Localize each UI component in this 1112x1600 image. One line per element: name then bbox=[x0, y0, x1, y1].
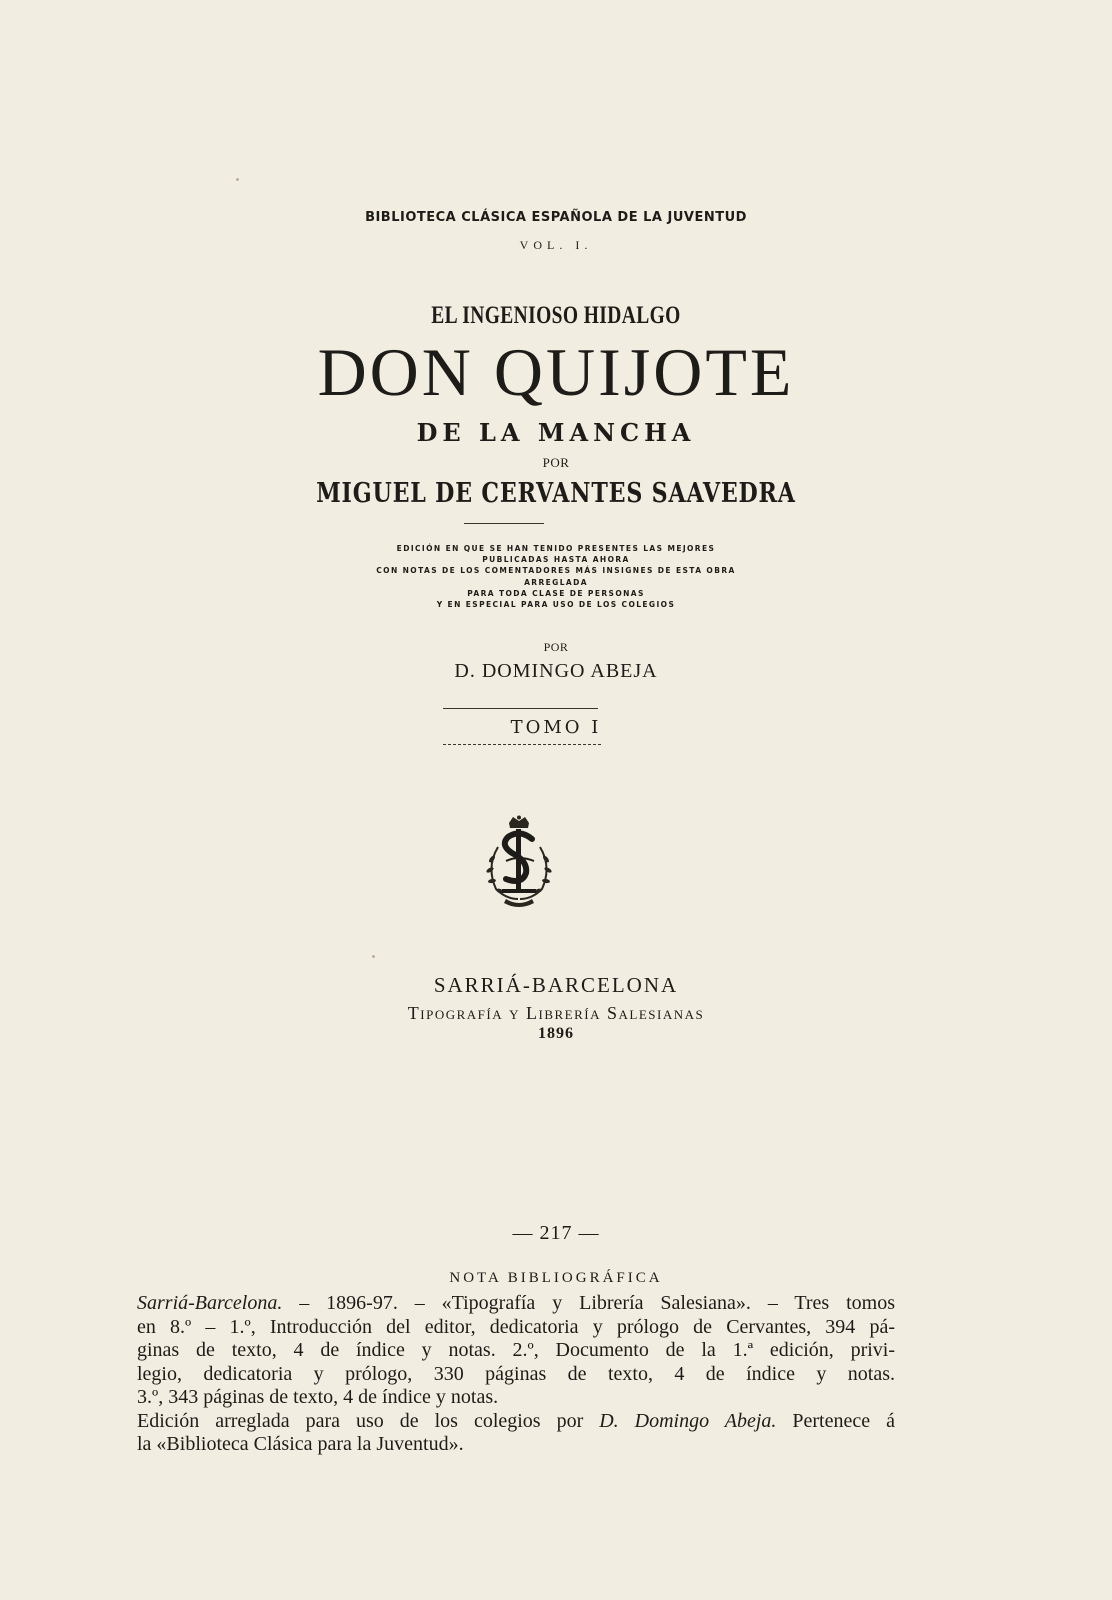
series-title: BIBLIOTECA CLÁSICA ESPAÑOLA DE LA JUVENTUD bbox=[365, 210, 747, 225]
divider-rule bbox=[464, 523, 544, 524]
imprint-year: 1896 bbox=[538, 1025, 574, 1042]
tomo-rule-top bbox=[443, 708, 598, 709]
pre-title: EL INGENIOSO HIDALGO bbox=[431, 302, 681, 329]
city-imprint: SARRIÁ-BARCELONA bbox=[433, 973, 679, 997]
author-name: MIGUEL DE CERVANTES SAAVEDRA bbox=[316, 478, 796, 509]
note-line: en 8.º – 1.º, Introducción del editor, dedicatoria y prólogo de Cervantes, 394 pá- bbox=[137, 1315, 895, 1338]
note-line: 3.º, 343 páginas de texto, 4 de índice y notas. bbox=[137, 1386, 499, 1408]
note-line: legio, dedicatoria y prólogo, 330 páginas de texto, 4 de índice y notas. bbox=[137, 1362, 895, 1385]
edition-line: PUBLICADAS HASTA AHORA bbox=[482, 555, 630, 565]
bibliographic-note-text bbox=[137, 1292, 895, 1457]
edition-line: EDICIÓN EN QUE SE HAN TENIDO PRESENTES LAS MEJORES bbox=[396, 544, 716, 553]
edition-line: PARA TODA CLASE DE PERSONAS bbox=[467, 588, 645, 598]
note-text: Pertenece á bbox=[776, 1409, 895, 1432]
sub-title: DE LA MANCHA bbox=[416, 418, 696, 447]
edition-note bbox=[0, 543, 1112, 610]
note-line: la «Biblioteca Clásica para la Juventud». bbox=[137, 1433, 464, 1455]
edition-line: CON NOTAS DE LOS COMENTADORES MÁS INSIGNES DE ESTA OBRA bbox=[376, 566, 736, 576]
note-line bbox=[137, 1410, 895, 1434]
edition-line: ARREGLADA bbox=[524, 577, 588, 587]
note-line: ginas de texto, 4 de índice y notas. 2.º, Documento de la 1.ª edición, privi- bbox=[137, 1339, 895, 1361]
note-place-italic: Sarriá-Barcelona. bbox=[137, 1292, 283, 1314]
bibliographic-note-heading: NOTA BIBLIOGRÁFICA bbox=[449, 1270, 663, 1286]
page-number: — 217 — bbox=[512, 1222, 600, 1244]
edition-line: Y EN ESPECIAL PARA USO DE LOS COLEGIOS bbox=[436, 600, 676, 610]
note-text: – 1896-97. – «Tipografía y Librería Salesiana». – Tres tomos bbox=[282, 1292, 895, 1314]
volume-label: VOL. I. bbox=[519, 238, 593, 252]
paper-fleck bbox=[236, 178, 239, 181]
editor-name: D. DOMINGO ABEJA bbox=[454, 660, 658, 682]
tomo-label: TOMO I bbox=[510, 717, 602, 738]
note-text: Edición arreglada para uso de los colegios por bbox=[137, 1409, 600, 1432]
por-editor-label: POR bbox=[543, 640, 569, 654]
note-line bbox=[137, 1292, 895, 1316]
tomo-rule-bottom bbox=[443, 744, 601, 745]
note-editor-italic: D. Domingo Abeja. bbox=[599, 1409, 777, 1432]
salesian-monogram-emblem-icon bbox=[476, 815, 562, 907]
por-author-label: POR bbox=[542, 455, 570, 470]
main-title: DON QUIJOTE bbox=[317, 334, 795, 410]
paper-fleck bbox=[372, 955, 375, 958]
publisher-imprint: Tipografía y Librería Salesianas bbox=[407, 1003, 705, 1023]
